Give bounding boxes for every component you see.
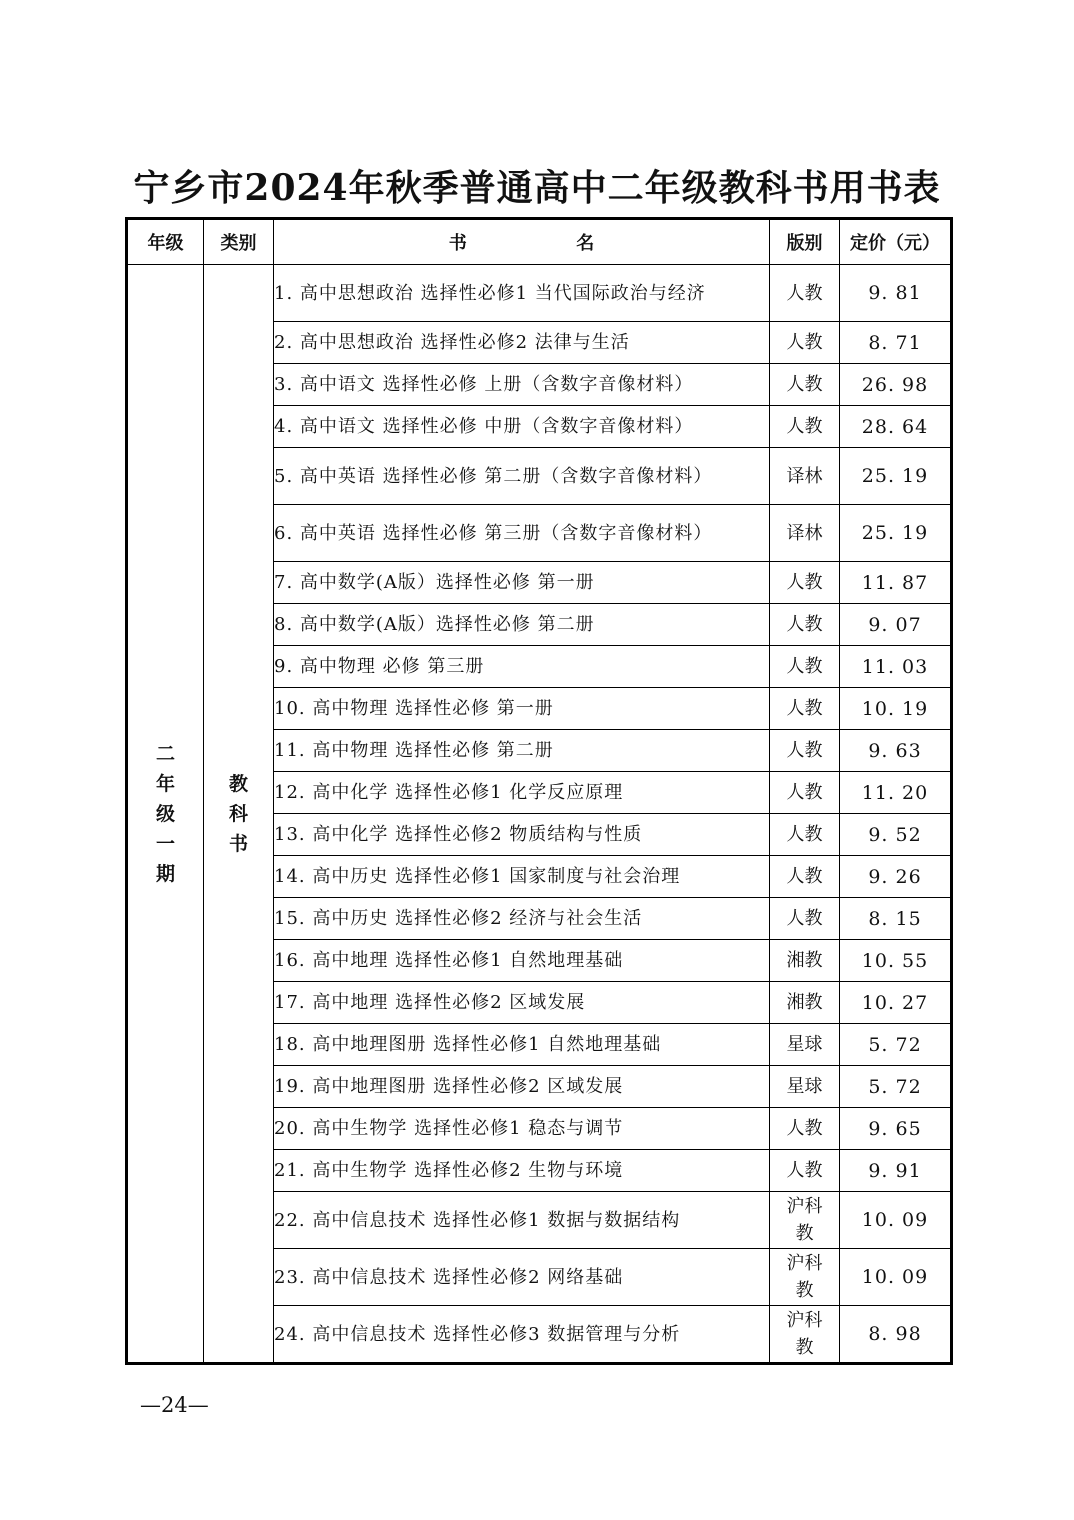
book-edition xyxy=(770,322,840,364)
book-edition xyxy=(770,448,840,505)
book-name: 4. 高中语文 选择性必修 中册（含数字音像材料） xyxy=(274,406,770,448)
header-category: 类别 xyxy=(204,219,274,265)
book-edition-label: 人教 xyxy=(786,698,823,719)
page-number: —24— xyxy=(140,1393,209,1417)
book-price: 9. 26 xyxy=(840,856,952,898)
book-edition-label: 湘教 xyxy=(786,950,823,971)
book-price: 25. 19 xyxy=(840,505,952,562)
book-edition-label: 译林 xyxy=(786,465,823,487)
book-edition-label: 人教 xyxy=(786,374,823,395)
book-edition xyxy=(770,265,840,322)
book-edition-label: 人教 xyxy=(786,866,823,887)
grade-cell xyxy=(127,265,204,1364)
book-name: 13. 高中化学 选择性必修2 物质结构与性质 xyxy=(274,814,770,856)
book-name: 9. 高中物理 必修 第三册 xyxy=(274,646,770,688)
book-price: 10. 19 xyxy=(840,688,952,730)
book-price: 11. 87 xyxy=(840,562,952,604)
page-title: 宁乡市2024年秋季普通高中二年级教科书用书表 xyxy=(133,167,941,209)
book-name: 18. 高中地理图册 选择性必修1 自然地理基础 xyxy=(274,1024,770,1066)
header-edition: 版别 xyxy=(770,219,840,265)
book-edition-label: 人教 xyxy=(786,782,823,803)
book-edition-label: 人教 xyxy=(786,416,823,437)
book-edition xyxy=(770,730,840,772)
book-name: 5. 高中英语 选择性必修 第二册（含数字音像材料） xyxy=(274,448,770,505)
book-price: 10. 55 xyxy=(840,940,952,982)
book-price: 5. 72 xyxy=(840,1066,952,1108)
table-header-row xyxy=(127,219,952,265)
book-edition xyxy=(770,898,840,940)
book-edition-label: 人教 xyxy=(786,824,823,845)
book-name: 3. 高中语文 选择性必修 上册（含数字音像材料） xyxy=(274,364,770,406)
book-name: 15. 高中历史 选择性必修2 经济与社会生活 xyxy=(274,898,770,940)
book-edition-label: 人教 xyxy=(786,572,823,593)
header-book-name-2: 名 xyxy=(576,233,595,254)
book-price: 11. 03 xyxy=(840,646,952,688)
header-grade: 年级 xyxy=(127,219,204,265)
header-book-name xyxy=(274,219,770,265)
header-price: 定价（元） xyxy=(840,219,952,265)
book-edition xyxy=(770,1249,840,1306)
book-edition xyxy=(770,1024,840,1066)
book-edition xyxy=(770,814,840,856)
book-name: 19. 高中地理图册 选择性必修2 区域发展 xyxy=(274,1066,770,1108)
book-edition xyxy=(770,982,840,1024)
book-edition xyxy=(770,1066,840,1108)
book-edition xyxy=(770,1192,840,1249)
book-edition-label: 人教 xyxy=(786,740,823,761)
book-edition-label: 星球 xyxy=(786,1076,823,1097)
textbook-table xyxy=(125,217,953,1365)
book-name: 6. 高中英语 选择性必修 第三册（含数字音像材料） xyxy=(274,505,770,562)
book-name: 11. 高中物理 选择性必修 第二册 xyxy=(274,730,770,772)
book-name: 7. 高中数学(A版）选择性必修 第一册 xyxy=(274,562,770,604)
book-price: 9. 52 xyxy=(840,814,952,856)
book-edition xyxy=(770,364,840,406)
book-price: 9. 65 xyxy=(840,1108,952,1150)
book-price: 8. 71 xyxy=(840,322,952,364)
book-edition xyxy=(770,856,840,898)
book-name: 14. 高中历史 选择性必修1 国家制度与社会治理 xyxy=(274,856,770,898)
book-price: 10. 09 xyxy=(840,1249,952,1306)
book-price: 8. 98 xyxy=(840,1306,952,1364)
book-edition-label: 星球 xyxy=(786,1034,823,1055)
book-name: 24. 高中信息技术 选择性必修3 数据管理与分析 xyxy=(274,1306,770,1364)
book-edition xyxy=(770,1150,840,1192)
book-edition xyxy=(770,688,840,730)
book-name: 23. 高中信息技术 选择性必修2 网络基础 xyxy=(274,1249,770,1306)
book-edition xyxy=(770,940,840,982)
grade-label: 二年级一期 xyxy=(155,742,175,885)
book-edition-label: 人教 xyxy=(786,332,823,353)
book-edition-label: 译林 xyxy=(786,522,823,544)
book-edition-label: 沪科教 xyxy=(786,1196,823,1244)
book-price: 9. 81 xyxy=(840,265,952,322)
book-edition-label: 人教 xyxy=(786,614,823,635)
book-price: 9. 07 xyxy=(840,604,952,646)
book-price: 9. 91 xyxy=(840,1150,952,1192)
book-edition xyxy=(770,1306,840,1364)
book-name: 17. 高中地理 选择性必修2 区域发展 xyxy=(274,982,770,1024)
book-edition-label: 沪科教 xyxy=(786,1253,823,1301)
table-row xyxy=(127,265,952,322)
book-edition xyxy=(770,562,840,604)
book-edition xyxy=(770,604,840,646)
book-name: 10. 高中物理 选择性必修 第一册 xyxy=(274,688,770,730)
book-edition-label: 湘教 xyxy=(786,992,823,1013)
book-name: 22. 高中信息技术 选择性必修1 数据与数据结构 xyxy=(274,1192,770,1249)
category-cell xyxy=(204,265,274,1364)
header-book-name-1: 书 xyxy=(448,233,467,254)
book-edition xyxy=(770,772,840,814)
book-edition-label: 沪科教 xyxy=(786,1310,823,1358)
book-name: 8. 高中数学(A版）选择性必修 第二册 xyxy=(274,604,770,646)
book-price: 26. 98 xyxy=(840,364,952,406)
book-name: 20. 高中生物学 选择性必修1 稳态与调节 xyxy=(274,1108,770,1150)
book-price: 11. 20 xyxy=(840,772,952,814)
book-edition-label: 人教 xyxy=(786,1160,823,1181)
book-edition xyxy=(770,406,840,448)
book-edition xyxy=(770,646,840,688)
book-price: 8. 15 xyxy=(840,898,952,940)
book-name: 1. 高中思想政治 选择性必修1 当代国际政治与经济 xyxy=(274,265,770,322)
book-edition-label: 人教 xyxy=(786,1118,823,1139)
book-edition xyxy=(770,1108,840,1150)
book-edition xyxy=(770,505,840,562)
book-price: 25. 19 xyxy=(840,448,952,505)
book-name: 16. 高中地理 选择性必修1 自然地理基础 xyxy=(274,940,770,982)
book-edition-label: 人教 xyxy=(786,282,823,304)
book-name: 12. 高中化学 选择性必修1 化学反应原理 xyxy=(274,772,770,814)
book-price: 5. 72 xyxy=(840,1024,952,1066)
book-price: 10. 09 xyxy=(840,1192,952,1249)
book-edition-label: 人教 xyxy=(786,656,823,677)
book-name: 2. 高中思想政治 选择性必修2 法律与生活 xyxy=(274,322,770,364)
book-name: 21. 高中生物学 选择性必修2 生物与环境 xyxy=(274,1150,770,1192)
category-label: 教科书 xyxy=(228,772,248,855)
book-price: 28. 64 xyxy=(840,406,952,448)
book-price: 9. 63 xyxy=(840,730,952,772)
book-price: 10. 27 xyxy=(840,982,952,1024)
book-edition-label: 人教 xyxy=(786,908,823,929)
